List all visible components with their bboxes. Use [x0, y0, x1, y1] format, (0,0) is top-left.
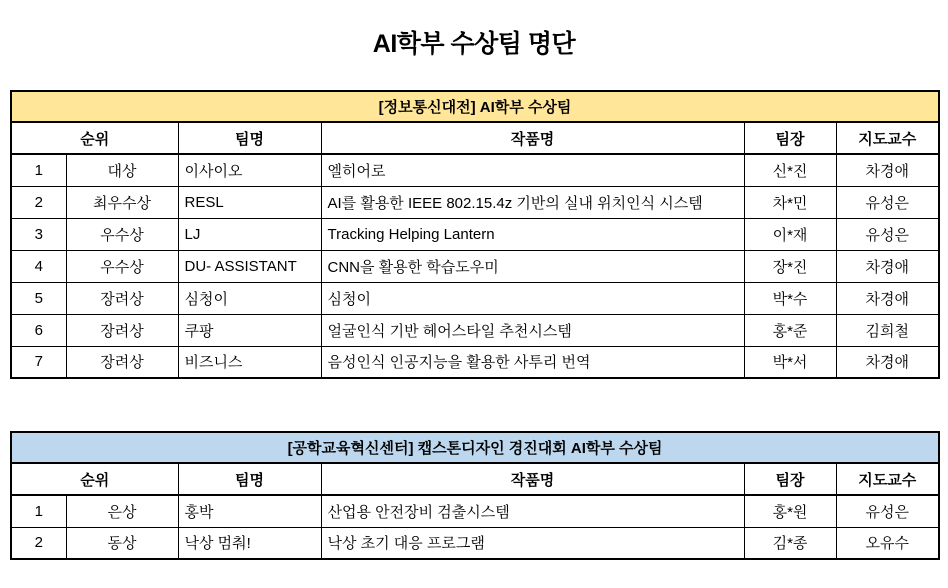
column-header-team: 팀명	[178, 122, 321, 154]
table-banner-row	[11, 432, 939, 463]
award-table-capstone	[10, 431, 940, 560]
cell-team: LJ	[178, 218, 321, 250]
column-header-leader: 팀장	[744, 463, 836, 495]
cell-advisor: 유성은	[836, 186, 939, 218]
column-header-work: 작품명	[321, 122, 744, 154]
cell-rank: 은상	[66, 495, 178, 527]
cell-no: 6	[11, 314, 66, 346]
cell-team: 쿠팡	[178, 314, 321, 346]
cell-rank: 우수상	[66, 250, 178, 282]
cell-advisor: 차경애	[836, 346, 939, 378]
cell-advisor: 차경애	[836, 154, 939, 186]
award-table-telecom	[10, 90, 940, 379]
cell-team: DU- ASSISTANT	[178, 250, 321, 282]
cell-team: 비즈니스	[178, 346, 321, 378]
cell-team: 이사이오	[178, 154, 321, 186]
table-header-row	[11, 122, 939, 154]
table-header-row	[11, 463, 939, 495]
cell-leader: 신*진	[744, 154, 836, 186]
column-header-rank: 순위	[11, 463, 178, 495]
cell-no: 3	[11, 218, 66, 250]
table-row	[11, 218, 939, 250]
cell-leader: 김*종	[744, 527, 836, 559]
cell-leader: 홍*원	[744, 495, 836, 527]
table-row	[11, 250, 939, 282]
table-banner: [정보통신대전] AI학부 수상팀	[11, 91, 939, 122]
column-header-work: 작품명	[321, 463, 744, 495]
cell-team: 낙상 멈춰!	[178, 527, 321, 559]
table-banner: [공학교육혁신센터] 캡스톤디자인 경진대회 AI학부 수상팀	[11, 432, 939, 463]
table-row	[11, 527, 939, 559]
table-row	[11, 314, 939, 346]
cell-no: 7	[11, 346, 66, 378]
column-header-team: 팀명	[178, 463, 321, 495]
cell-no: 4	[11, 250, 66, 282]
cell-rank: 장려상	[66, 282, 178, 314]
cell-rank: 대상	[66, 154, 178, 186]
cell-work: 얼굴인식 기반 헤어스타일 추천시스템	[321, 314, 744, 346]
cell-work: 낙상 초기 대응 프로그램	[321, 527, 744, 559]
cell-work: 산업용 안전장비 검출시스템	[321, 495, 744, 527]
column-header-advisor: 지도교수	[836, 122, 939, 154]
table-row	[11, 186, 939, 218]
cell-work: AI를 활용한 IEEE 802.15.4z 기반의 실내 위치인식 시스템	[321, 186, 744, 218]
table-row	[11, 495, 939, 527]
column-header-advisor: 지도교수	[836, 463, 939, 495]
cell-team: 홍박	[178, 495, 321, 527]
cell-leader: 차*민	[744, 186, 836, 218]
cell-leader: 박*서	[744, 346, 836, 378]
cell-advisor: 오유수	[836, 527, 939, 559]
table-row	[11, 282, 939, 314]
cell-advisor: 유성은	[836, 495, 939, 527]
cell-rank: 동상	[66, 527, 178, 559]
cell-advisor: 차경애	[836, 250, 939, 282]
cell-work: 엘히어로	[321, 154, 744, 186]
cell-advisor: 김희철	[836, 314, 939, 346]
cell-rank: 장려상	[66, 346, 178, 378]
column-header-leader: 팀장	[744, 122, 836, 154]
cell-no: 5	[11, 282, 66, 314]
cell-work: Tracking Helping Lantern	[321, 218, 744, 250]
cell-rank: 장려상	[66, 314, 178, 346]
cell-work: CNN을 활용한 학습도우미	[321, 250, 744, 282]
cell-advisor: 유성은	[836, 218, 939, 250]
table-row	[11, 346, 939, 378]
cell-team: RESL	[178, 186, 321, 218]
cell-work: 심청이	[321, 282, 744, 314]
column-header-rank: 순위	[11, 122, 178, 154]
table-row	[11, 154, 939, 186]
cell-rank: 최우수상	[66, 186, 178, 218]
cell-no: 2	[11, 527, 66, 559]
cell-no: 1	[11, 154, 66, 186]
cell-team: 심청이	[178, 282, 321, 314]
cell-no: 2	[11, 186, 66, 218]
cell-advisor: 차경애	[836, 282, 939, 314]
cell-no: 1	[11, 495, 66, 527]
cell-leader: 박*수	[744, 282, 836, 314]
cell-rank: 우수상	[66, 218, 178, 250]
cell-leader: 장*진	[744, 250, 836, 282]
table-banner-row	[11, 91, 939, 122]
cell-leader: 홍*준	[744, 314, 836, 346]
cell-leader: 이*재	[744, 218, 836, 250]
page-title: AI학부 수상팀 명단	[372, 30, 576, 58]
cell-work: 음성인식 인공지능을 활용한 사투리 번역	[321, 346, 744, 378]
